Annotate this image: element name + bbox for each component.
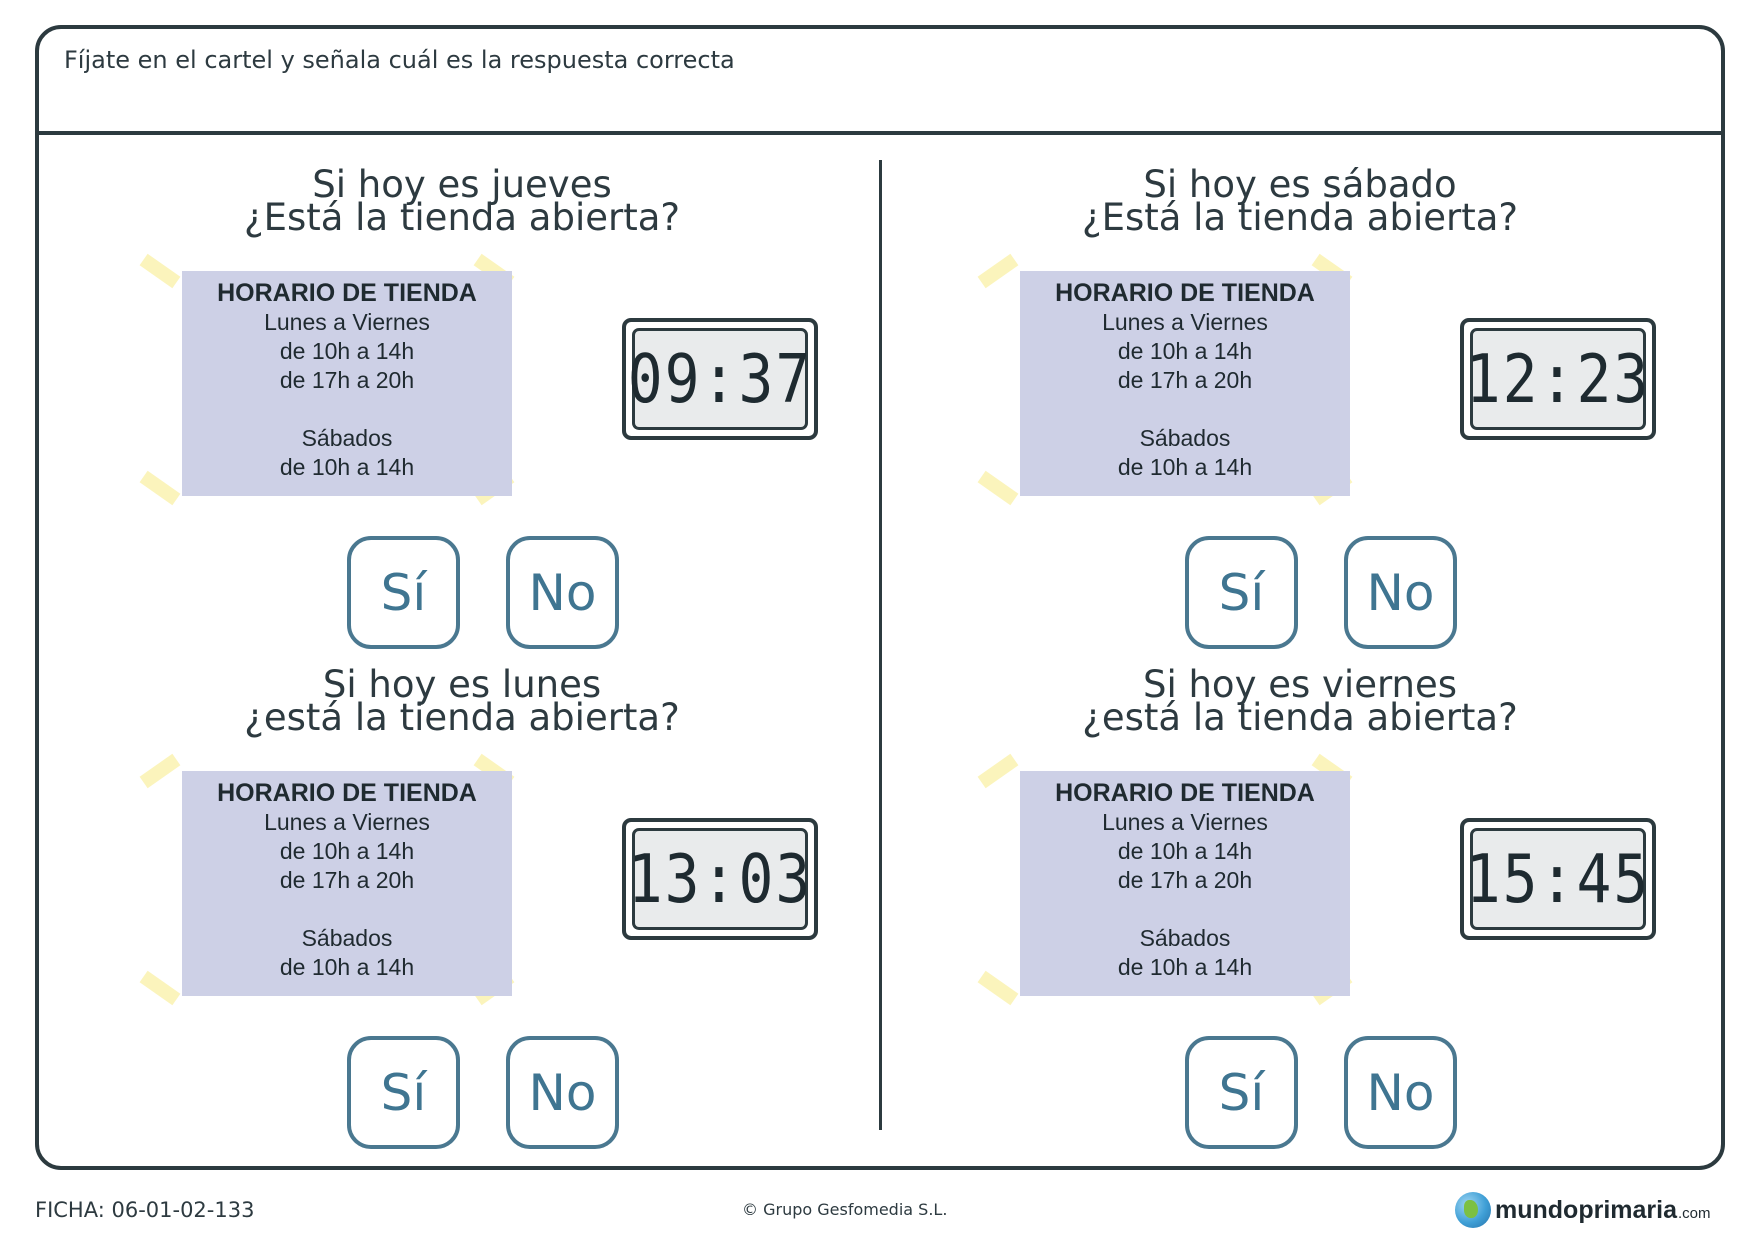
question-line-2: ¿está la tienda abierta?	[244, 696, 680, 739]
sign-afternoon-hours: de 17h a 20h	[1117, 867, 1253, 893]
sign-saturday-hours: de 10h a 14h	[1117, 954, 1253, 980]
clock-time: 12:23	[1465, 339, 1651, 419]
header-divider	[35, 131, 1725, 135]
answer-yes-button[interactable]: Sí	[1185, 1036, 1298, 1149]
store-hours-sign	[182, 271, 512, 496]
clock-display	[1465, 328, 1651, 430]
tape-bottom-left	[140, 471, 181, 505]
exercise-1	[62, 163, 862, 668]
clock-time: 15:45	[1465, 839, 1651, 919]
sign-afternoon-hours: de 17h a 20h	[279, 367, 415, 393]
clock-time: 09:37	[627, 339, 813, 419]
exercise-4	[900, 663, 1700, 1168]
tape-bottom-left	[978, 971, 1019, 1005]
sign-spacer	[182, 895, 512, 924]
store-hours-sign	[1020, 771, 1350, 996]
answer-no-button[interactable]: No	[506, 536, 619, 649]
digital-clock	[622, 818, 818, 940]
digital-clock	[1460, 818, 1656, 940]
question-line-2: ¿Está la tienda abierta?	[1081, 196, 1519, 239]
answer-yes-button[interactable]: Sí	[1185, 536, 1298, 649]
store-hours-sign	[1020, 271, 1350, 496]
tape-bottom-left	[978, 471, 1019, 505]
sign-title: HORARIO DE TIENDA	[217, 779, 477, 807]
sign-weekdays: Lunes a Viernes	[1102, 809, 1268, 835]
sign-morning-hours: de 10h a 14h	[279, 338, 415, 364]
sign-afternoon-hours: de 17h a 20h	[279, 867, 415, 893]
question-line-1: Si hoy es viernes	[1142, 663, 1458, 706]
tape-top-left	[140, 754, 181, 788]
sign-morning-hours: de 10h a 14h	[1117, 838, 1253, 864]
tape-bottom-left	[140, 971, 181, 1005]
answer-yes-button[interactable]: Sí	[347, 536, 460, 649]
globe-icon	[1455, 1192, 1491, 1228]
question	[900, 663, 1700, 739]
clock-time: 13:03	[627, 839, 813, 919]
sign-saturday: Sábados	[1139, 925, 1231, 951]
sign-saturday: Sábados	[301, 925, 393, 951]
instruction-text: Fíjate en el cartel y señala cuál es la respuesta correcta	[64, 46, 735, 74]
answer-no-button[interactable]: No	[1344, 1036, 1457, 1149]
sign-saturday-hours: de 10h a 14h	[279, 954, 415, 980]
digital-clock	[622, 318, 818, 440]
answer-yes-button[interactable]: Sí	[347, 1036, 460, 1149]
question-line-2: ¿está la tienda abierta?	[1082, 696, 1518, 739]
store-hours-sign	[182, 771, 512, 996]
answer-no-button[interactable]: No	[1344, 536, 1457, 649]
question	[900, 163, 1700, 239]
question-line-1: Si hoy es lunes	[322, 663, 602, 706]
answer-no-button[interactable]: No	[506, 1036, 619, 1149]
question	[62, 663, 862, 739]
sign-title: HORARIO DE TIENDA	[1055, 279, 1315, 307]
digital-clock	[1460, 318, 1656, 440]
sign-title: HORARIO DE TIENDA	[217, 279, 477, 307]
clock-display	[627, 328, 813, 430]
clock-display	[627, 828, 813, 930]
sign-morning-hours: de 10h a 14h	[279, 838, 415, 864]
exercise-2	[900, 163, 1700, 668]
column-divider	[879, 160, 882, 1130]
sign-saturday-hours: de 10h a 14h	[279, 454, 415, 480]
sign-saturday-hours: de 10h a 14h	[1117, 454, 1253, 480]
sign-morning-hours: de 10h a 14h	[1117, 338, 1253, 364]
ficha-code: FICHA: 06-01-02-133	[35, 1198, 255, 1222]
sign-spacer	[182, 395, 512, 424]
sign-weekdays: Lunes a Viernes	[264, 809, 430, 835]
sign-afternoon-hours: de 17h a 20h	[1117, 367, 1253, 393]
sign-weekdays: Lunes a Viernes	[1102, 309, 1268, 335]
logo-suffix: .com	[1677, 1204, 1711, 1222]
question-line-1: Si hoy es sábado	[1143, 163, 1457, 206]
copyright: © Grupo Gesfomedia S.L.	[742, 1200, 948, 1219]
logo-text: mundoprimaria	[1495, 1195, 1677, 1224]
mundoprimaria-logo[interactable]	[1455, 1190, 1711, 1230]
sign-title: HORARIO DE TIENDA	[1055, 779, 1315, 807]
sign-spacer	[1020, 895, 1350, 924]
sign-weekdays: Lunes a Viernes	[264, 309, 430, 335]
tape-top-left	[140, 254, 181, 288]
question-line-1: Si hoy es jueves	[312, 163, 612, 206]
exercise-3	[62, 663, 862, 1168]
clock-display	[1465, 828, 1651, 930]
sign-saturday: Sábados	[301, 425, 393, 451]
tape-top-left	[978, 754, 1019, 788]
question-line-2: ¿Está la tienda abierta?	[243, 196, 681, 239]
tape-top-left	[978, 254, 1019, 288]
sign-saturday: Sábados	[1139, 425, 1231, 451]
question	[62, 163, 862, 239]
sign-spacer	[1020, 395, 1350, 424]
